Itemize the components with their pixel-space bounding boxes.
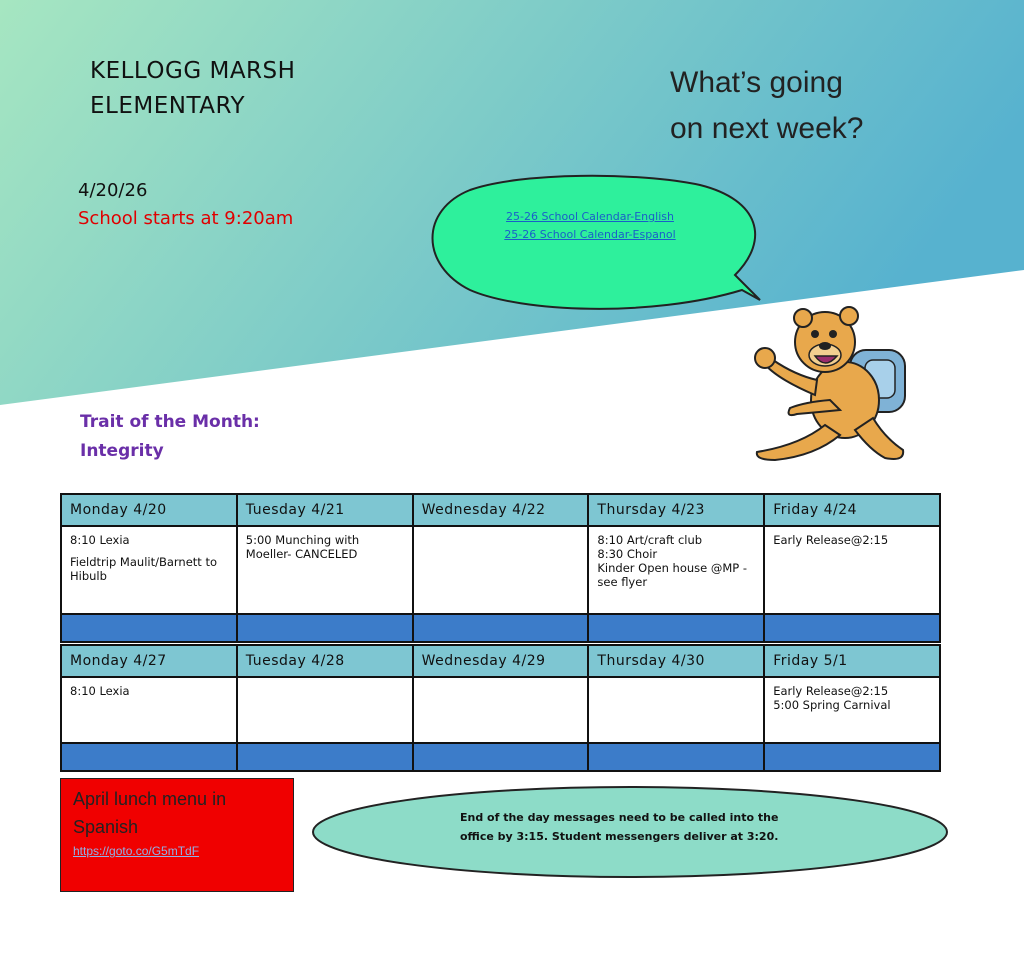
week-date: 4/20/26 — [78, 180, 148, 201]
calendar-link-english[interactable]: 25-26 School Calendar-English — [506, 210, 674, 223]
event-line: Kinder Open house @MP -see flyer — [597, 561, 748, 589]
event-line: 8:10 Lexia — [70, 533, 130, 547]
day-events-thursday — [588, 677, 764, 743]
day-header: Friday 5/1 — [764, 645, 940, 677]
calendar-links — [470, 208, 710, 244]
event-line: 8:10 Lexia — [70, 684, 130, 698]
calendar-link-spanish[interactable]: 25-26 School Calendar-Espanol — [504, 228, 676, 241]
trait-of-month — [80, 408, 260, 466]
day-header: Wednesday 4/22 — [413, 494, 589, 526]
calendar-week-1 — [60, 493, 941, 643]
event-line: Fieldtrip Maulit/Barnett to Hibulb — [70, 555, 218, 583]
week-2-spacer-row — [61, 743, 940, 771]
event-line: 8:30 Choir — [597, 547, 658, 561]
day-events-wednesday — [413, 677, 589, 743]
headline-line1: What’s going — [670, 66, 843, 99]
trait-label: Trait of the Month: — [80, 412, 260, 432]
day-header: Thursday 4/30 — [588, 645, 764, 677]
lunch-menu-link[interactable]: https://goto.co/G5mTdF — [73, 844, 200, 858]
event-line: Early Release@2:15 — [773, 533, 889, 547]
school-start-time: School starts at 9:20am — [78, 208, 294, 229]
event-line: 5:00 Munching with Moeller- CANCELED — [245, 533, 360, 561]
headline-line2: on next week? — [670, 112, 864, 145]
lunch-menu-box — [60, 778, 294, 892]
day-header: Tuesday 4/28 — [237, 645, 413, 677]
day-events-monday — [61, 677, 237, 743]
headline — [670, 60, 863, 152]
day-events-friday — [764, 677, 940, 743]
school-name — [90, 54, 295, 124]
week-1-header-row — [61, 494, 940, 526]
day-header: Friday 4/24 — [764, 494, 940, 526]
day-events-monday — [61, 526, 237, 614]
calendar-week-2 — [60, 644, 941, 772]
event-line: 8:10 Art/craft club — [597, 533, 703, 547]
day-events-friday — [764, 526, 940, 614]
event-line: Early Release@2:15 — [773, 684, 889, 698]
week-1-events-row — [61, 526, 940, 614]
day-header: Thursday 4/23 — [588, 494, 764, 526]
school-name-line2: ELEMENTARY — [90, 93, 246, 119]
week-2-header-row — [61, 645, 940, 677]
week-1-spacer-row — [61, 614, 940, 642]
day-events-wednesday — [413, 526, 589, 614]
day-header: Wednesday 4/29 — [413, 645, 589, 677]
trait-value: Integrity — [80, 441, 164, 461]
week-2-events-row — [61, 677, 940, 743]
day-header: Tuesday 4/21 — [237, 494, 413, 526]
day-events-thursday — [588, 526, 764, 614]
lunch-menu-title: April lunch menu in Spanish — [73, 789, 227, 837]
day-header: Monday 4/27 — [61, 645, 237, 677]
messages-notice: End of the day messages need to be called into the office by 3:15. Student messengers deliver at 3:20. — [460, 811, 779, 843]
day-events-tuesday — [237, 677, 413, 743]
day-header: Monday 4/20 — [61, 494, 237, 526]
day-events-tuesday — [237, 526, 413, 614]
bear-mascot-icon — [745, 300, 915, 470]
event-line: 5:00 Spring Carnival — [773, 698, 891, 712]
school-name-line1: KELLOGG MARSH — [90, 58, 296, 84]
